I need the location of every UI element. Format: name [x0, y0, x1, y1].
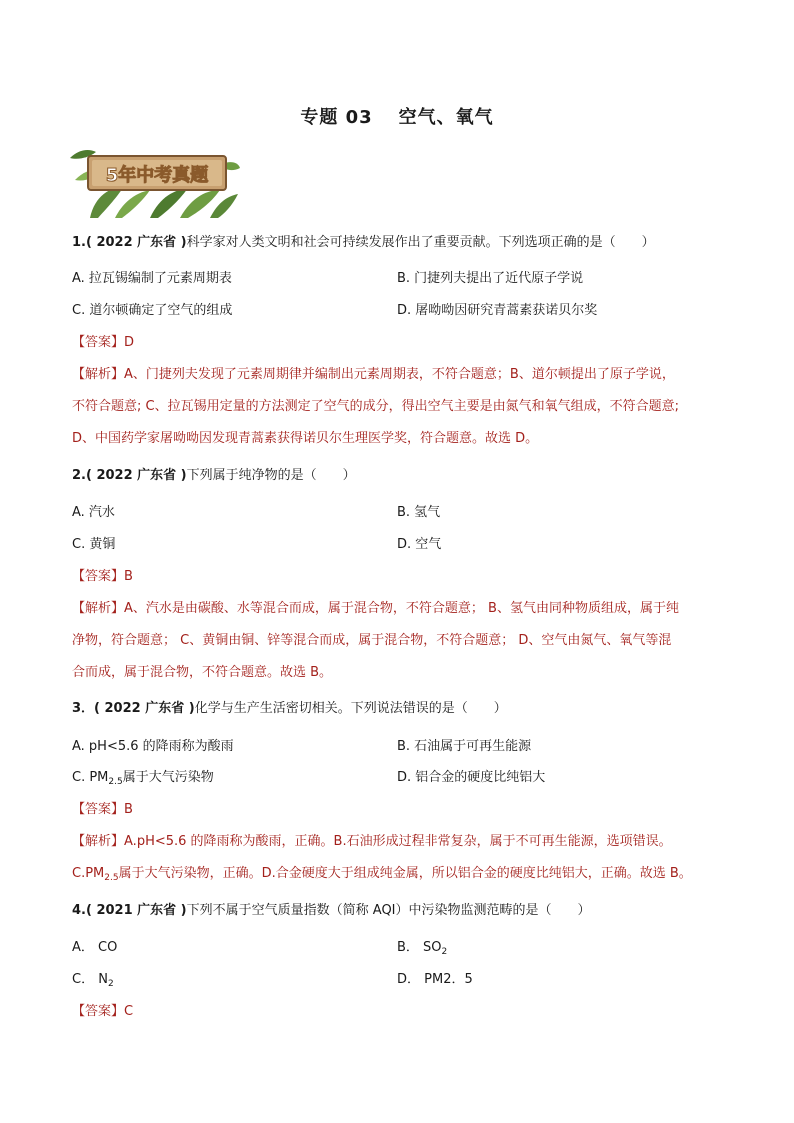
- q1-option-a: A. 拉瓦锡编制了元素周期表: [72, 271, 232, 286]
- q2-answer-value: B: [124, 569, 133, 584]
- q3-explanation-tag: 【解析】: [72, 834, 125, 849]
- q3-option-a: A. pH<5.6 的降雨称为酸雨: [72, 739, 234, 754]
- q1-explanation-line-2: 不符合题意; C、拉瓦锡用定量的方法测定了空气的成分，得出空气主要是由氮气和氧气组成，不符合题意;: [72, 399, 679, 414]
- q3-option-c-subscript: 2.5: [108, 777, 123, 787]
- q1-option-c: C. 道尔顿确定了空气的组成: [72, 303, 233, 318]
- q1-text: 科学家对人类文明和社会可持续发展作出了重要贡献。下列选项正确的是（ ）: [186, 235, 655, 250]
- q3-answer-value: B: [124, 802, 133, 817]
- q2-explanation-line-2: 净物，符合题意； C、黄铜由铜、锌等混合而成，属于混合物，不符合题意； D、空气由氮气、氧气等混: [72, 633, 672, 648]
- q3-explanation-line-2-prefix: C.PM: [72, 866, 105, 881]
- q4-number: 4.: [72, 903, 86, 918]
- q4-answer: [72, 1003, 133, 1021]
- q1-number: 1.: [72, 235, 86, 250]
- q1-option-b: B. 门捷列夫提出了近代原子学说: [397, 271, 584, 286]
- q4-option-b: [397, 939, 447, 961]
- q1-option-d: D. 屠呦呦因研究青蒿素获诺贝尔奖: [397, 303, 598, 318]
- q3-source: ( 2022 广东省 ): [94, 701, 195, 716]
- q4-text: 下列不属于空气质量指数（简称 AQI）中污染物监测范畴的是（ ）: [186, 903, 591, 918]
- q4-option-a: A． CO: [72, 940, 118, 955]
- five-year-exam-badge: [70, 140, 240, 218]
- q3-explanation: [72, 826, 732, 894]
- q4-option-b-subscript: 2: [441, 947, 448, 957]
- question-1-stem: [72, 234, 732, 252]
- q4-source: ( 2021 广东省 ): [85, 903, 187, 918]
- q3-explanation-line-2-subscript: 2.5: [104, 873, 119, 883]
- q3-option-c-prefix: C. PM: [72, 770, 109, 785]
- q1-answer: [72, 334, 134, 352]
- q3-option-d: D. 铝合金的硬度比纯铝大: [397, 770, 546, 785]
- q1-explanation-line-3: D、中国药学家屠呦呦因发现青蒿素获得诺贝尔生理医学奖，符合题意。故选 D。: [72, 431, 539, 446]
- q3-answer: [72, 801, 133, 819]
- q1-answer-tag: 【答案】: [72, 335, 125, 350]
- q2-explanation-line-1: A、汽水是由碳酸、水等混合而成，属于混合物，不符合题意； B、氢气由同种物质组成，属于纯: [124, 601, 679, 616]
- question-3-stem: [72, 700, 732, 718]
- q3-explanation-line-1: A.pH<5.6 的降雨称为酸雨，正确。B.石油形成过程非常复杂，属于不可再生能源，选项错误。: [124, 834, 672, 849]
- q4-answer-tag: 【答案】: [72, 1004, 125, 1019]
- topic-number: 专题 03: [300, 107, 373, 128]
- q3-text: 化学与生产生活密切相关。下列说法错误的是（ ）: [194, 701, 507, 716]
- q3-explanation-line-2-suffix: 属于大气污染物，正确。D.合金硬度大于组成纯金属，所以铝合金的硬度比纯铝大，正确。故选 B。: [118, 866, 692, 881]
- q4-option-c-subscript: 2: [107, 979, 114, 989]
- q2-text: 下列属于纯净物的是（ ）: [186, 468, 356, 483]
- q2-answer-tag: 【答案】: [72, 569, 125, 584]
- q2-option-c: C. 黄铜: [72, 537, 116, 552]
- q2-explanation-tag: 【解析】: [72, 601, 125, 616]
- q4-option-d: D． PM2．5: [397, 972, 473, 987]
- q3-option-c: [72, 769, 214, 791]
- q2-source: ( 2022 广东省 ): [85, 468, 187, 483]
- question-2-stem: [72, 467, 732, 485]
- q2-option-b: B. 氢气: [397, 505, 441, 520]
- q2-answer: [72, 568, 133, 586]
- q1-source: ( 2022 广东省 ): [85, 235, 187, 250]
- q1-explanation-line-1: A、门捷列夫发现了元素周期律并编制出元素周期表，不符合题意；B、道尔顿提出了原子学说，: [124, 367, 675, 382]
- badge-text: 5年中考真题: [105, 165, 209, 186]
- topic-name: 空气、氧气: [398, 107, 494, 128]
- q2-number: 2.: [72, 468, 86, 483]
- q3-option-c-suffix: 属于大气污染物: [122, 770, 214, 785]
- q4-option-c-prefix: C． N: [72, 972, 108, 987]
- q2-explanation-line-3: 合而成，属于混合物，不符合题意。故选 B。: [72, 665, 333, 680]
- q2-explanation: [72, 593, 732, 689]
- q2-option-a: A. 汽水: [72, 505, 115, 520]
- q1-explanation-tag: 【解析】: [72, 367, 125, 382]
- q4-option-c: [72, 971, 114, 993]
- q1-answer-value: D: [124, 335, 135, 350]
- q3-answer-tag: 【答案】: [72, 802, 125, 817]
- q4-option-b-prefix: B． SO: [397, 940, 442, 955]
- q4-answer-value: C: [124, 1004, 134, 1019]
- q2-option-d: D. 空气: [397, 537, 442, 552]
- q3-number: 3．: [72, 701, 95, 716]
- q3-option-b: B. 石油属于可再生能源: [397, 739, 532, 754]
- page-title: [0, 103, 794, 129]
- q1-explanation: [72, 359, 732, 455]
- question-4-stem: [72, 902, 732, 920]
